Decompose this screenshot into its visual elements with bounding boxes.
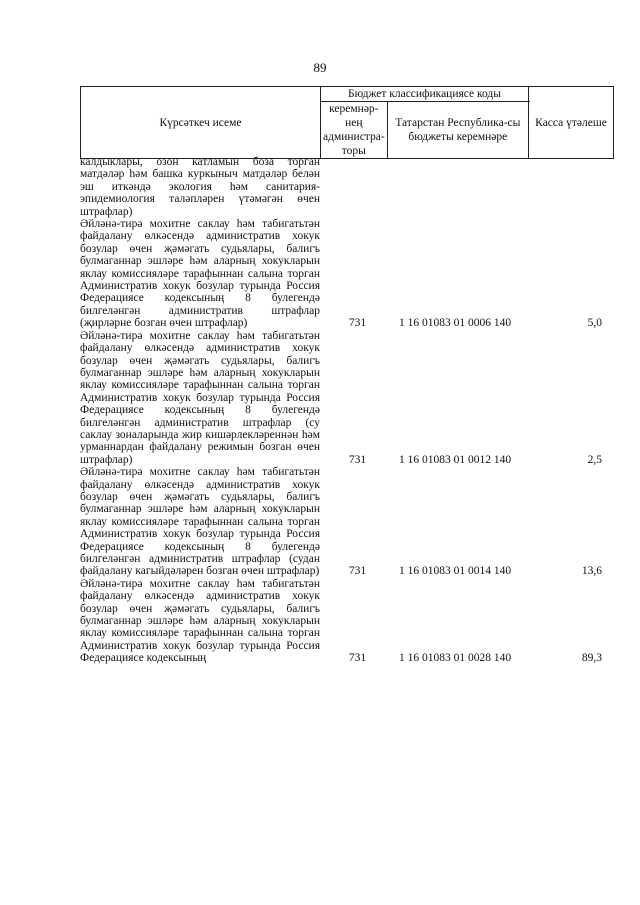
indicator-name: калдыклары, озон катламын боза торган матдәләр һәм башка куркыныч матдәләр белән эш иткәндә экология һәм санитария-эпидемиология таләпләрен үтәмәгән өчен штрафлар): [80, 156, 320, 218]
admin-code: 731: [348, 565, 367, 578]
page-number: 89: [313, 60, 327, 75]
indicator-name: Әйләнә-тирә мохитне саклау һәм табигатьтән файдалану өлкәсендә административ хокук бозулар өчен җәмәгать судьялары, балигъ булмаганнар эшләре һәм аларның хокукларын яклау комиссияләре тарафыннан салына торган Административ хокук бозулар турында Россия Федерациясе кодексының: [80, 577, 320, 665]
indicator-name: Әйләнә-тирә мохитне саклау һәм табигатьтән файдалану өлкәсендә административ хокук бозулар өчен җәмәгать судьялары, балигъ булмаганнар эшләре һәм аларның хокукларын яклау комиссияләре тарафыннан салына торган Административ хокук бозулар турында Россия Федерациясе кодексының 8 булегендә билгеләнгән административ штрафлар (су саклау зоналарында жир кишәрлекләреннән һәм урманнардан файдалану режимын бозган өчен штрафлар): [80, 329, 320, 466]
revenue-code: 1 16 01083 01 0014 140: [398, 565, 512, 578]
revenue-code: 1 16 01083 01 0012 140: [398, 453, 512, 466]
cash-amount: 5,0: [587, 317, 602, 330]
table-header: [80, 86, 614, 159]
indicator-name: Әйләнә-тирә мохитне саклау һәм табигатьтән файдалану өлкәсендә административ хокук бозулар өчен җәмәгать судьялары, балигъ булмаганнар эшләре һәм аларның хокукларын яклау комиссияләре тарафыннан салына торган Административ хокук бозулар турында Россия Федерациясе кодексының 8 булегендә билгеләнгән административ штрафлар (җирләрне бозган өчен штрафлар): [80, 218, 320, 330]
cash-amount: 89,3: [581, 652, 602, 665]
table-row: [80, 466, 614, 578]
header-cash-execution: Касса үтәлеше: [529, 87, 614, 159]
table-row: [80, 218, 614, 330]
admin-code: 731: [348, 453, 367, 466]
table-row: [80, 330, 614, 466]
header-revenue: Татарстан Республика-сы бюджеты керемнәре: [387, 102, 528, 159]
header-budget-code-group: Бюджет классификациясе коды: [321, 87, 529, 102]
table-row: [80, 156, 614, 218]
header-admin: керемнәр-нең администра-торы: [321, 102, 388, 159]
cash-amount: 13,6: [581, 565, 602, 578]
table-row: [80, 578, 614, 665]
revenue-code: 1 16 01083 01 0006 140: [398, 317, 512, 330]
indicator-name: Әйләнә-тирә мохитне саклау һәм табигатьтән файдалану өлкәсендә административ хокук бозулар өчен җәмәгать судьялары, балигъ булмаганнар эшләре һәм аларның хокукларын яклау комиссияләре тарафыннан салына торган Административ хокук бозулар турында Россия Федерациясе кодексының 8 булегендә билгеләнгән административ штрафлар (судан файдалану кагыйдәләрен бозган өчен штрафлар): [80, 466, 320, 578]
revenue-code: 1 16 01083 01 0028 140: [398, 652, 512, 665]
admin-code: 731: [348, 317, 367, 330]
table-body: [80, 156, 614, 665]
header-indicator-name: Күрсәткеч исеме: [81, 87, 321, 159]
admin-code: 731: [348, 652, 367, 665]
cash-amount: 2,5: [587, 453, 602, 466]
